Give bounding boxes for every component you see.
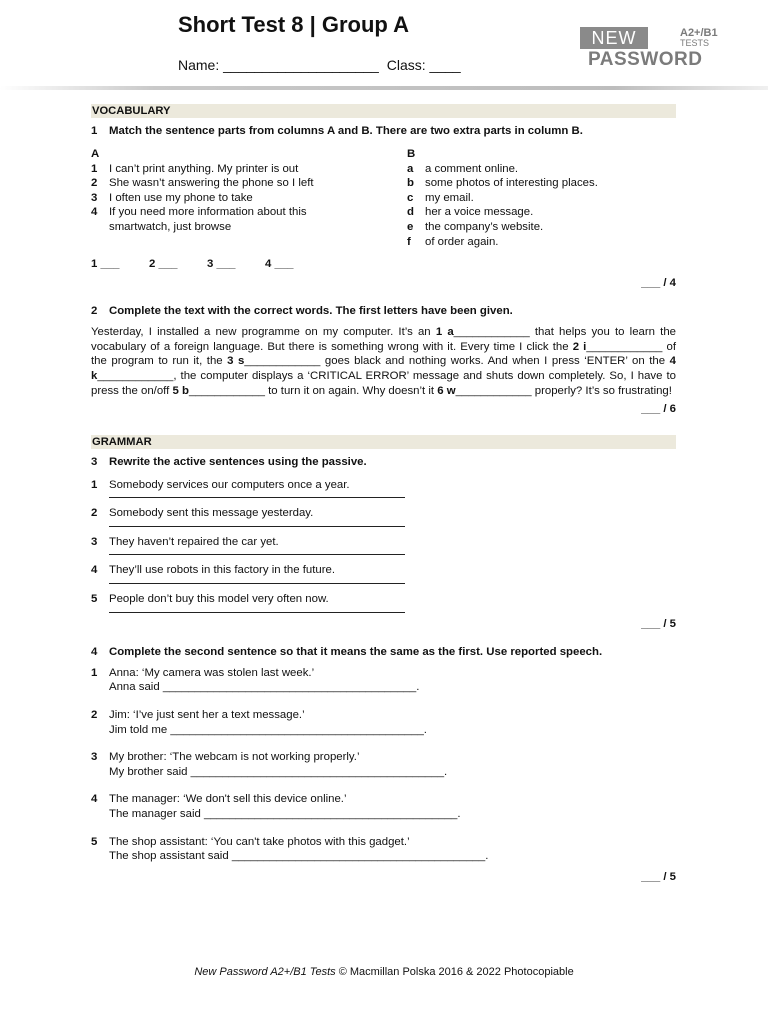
list-item: 5 The shop assistant: ‘You can't take photos with this gadget.’ The shop assistant said ________________________________________.	[91, 835, 489, 863]
list-item: d her a voice message.	[407, 206, 534, 219]
list-item: 2 Somebody sent this message yesterday.	[91, 506, 676, 527]
list-item: 5 People don’t buy this model very often now.	[91, 592, 676, 613]
logo-new: NEW	[580, 27, 648, 49]
footer-copyright: © Macmillan Polska 2016 & 2022 Photocopiable	[335, 966, 574, 978]
list-item: b some photos of interesting places.	[407, 177, 598, 190]
gap-3[interactable]: 3 s	[227, 355, 245, 368]
answer-blank[interactable]: 2 ___	[149, 258, 178, 271]
name-class-row	[178, 57, 461, 73]
list-item: 1 I can’t print anything. My printer is out	[91, 162, 299, 175]
page-title: Short Test 8 | Group A	[178, 12, 410, 37]
q3-instruction: 3 Rewrite the active sentences using the passive.	[91, 456, 367, 469]
list-item: 4 They’ll use robots in this factory in the future.	[91, 563, 676, 584]
q4-instruction: 4 Complete the second sentence so that it means the same as the first. Use reported speech.	[91, 646, 603, 659]
answer-line[interactable]	[109, 521, 405, 527]
column-a-heading: A	[91, 147, 100, 160]
matching-columns	[91, 147, 676, 250]
gap-4[interactable]: 4 k	[91, 355, 676, 383]
list-item: 4 If you need more information about this smartwatch, just browse	[91, 206, 307, 233]
answer-line[interactable]: Anna said ________________________________________.	[109, 681, 420, 694]
answer-line[interactable]: Jim told me ________________________________________.	[109, 723, 427, 736]
q2-gap-fill-text: Yesterday, I installed a new programme on my computer. It’s an 1 a____________ that helps you to learn the vocabulary of a foreign language. But there is something wrong with it. Every time I click the 2 i____________ of the program to run it, the 3 s____________ goes black and nothing works. And when I press ‘ENTER’ on the 4 k____________, the computer displays a ‘CRITICAL ERROR’ message and shuts down completely. So, I have to press the on/off 5 b____________ to turn it on again. Why doesn’t it 6 w____________ properly? It’s so frustrating!	[91, 325, 677, 397]
answer-line[interactable]	[109, 578, 405, 584]
vocabulary-heading: VOCABULARY	[91, 104, 676, 118]
column-b	[407, 147, 598, 250]
answer-line[interactable]	[109, 492, 405, 498]
logo-level	[680, 28, 718, 48]
gap-5[interactable]: 5 b	[172, 384, 189, 397]
list-item: 1 Somebody services our computers once a year.	[91, 478, 676, 499]
answer-line[interactable]	[109, 607, 405, 613]
column-a	[91, 147, 407, 250]
q2-instruction: 2 Complete the text with the correct words. The first letters have been given.	[91, 305, 513, 318]
page-footer	[0, 966, 768, 978]
logo-tests-text: TESTS	[680, 38, 710, 48]
answer-blank[interactable]: 3 ___	[207, 258, 236, 271]
logo-password: PASSWORD	[588, 49, 703, 70]
list-item: 2 Jim: ‘I’ve just sent her a text message.’ Jim told me ________________________________________.	[91, 708, 427, 736]
class-label: Class: ____	[386, 57, 461, 73]
list-item: 3 They haven’t repaired the car yet.	[91, 535, 676, 556]
q4-score[interactable]: ___ / 5	[641, 870, 676, 883]
answer-line[interactable]: The shop assistant said ________________________________________.	[109, 850, 489, 863]
answer-blank[interactable]: 1 ___	[91, 258, 120, 271]
list-item: c my email.	[407, 191, 474, 204]
footer-title: New Password A2+/B1 Tests	[194, 966, 336, 978]
gap-1[interactable]: 1 a	[435, 325, 454, 338]
list-item: 4 The manager: ‘We don't sell this device online.’ The manager said ________________________________________.	[91, 793, 461, 820]
list-item: a a comment online.	[407, 162, 519, 175]
answer-line[interactable]	[109, 549, 405, 555]
list-item: 3 My brother: ‘The webcam is not working properly.’ My brother said ________________________________________.	[91, 751, 448, 778]
q3-score[interactable]: ___ / 5	[641, 617, 676, 630]
header-divider	[0, 86, 768, 90]
gap-2[interactable]: 2 i	[572, 340, 587, 353]
answer-line[interactable]: My brother said ________________________________________.	[109, 765, 448, 778]
name-label: Name: ____________________	[178, 57, 379, 73]
list-item: 2 She wasn’t answering the phone so I left	[91, 177, 314, 190]
q1-answer-blanks[interactable]	[91, 257, 676, 272]
grammar-heading: GRAMMAR	[91, 435, 676, 449]
answer-blank[interactable]: 4 ___	[265, 258, 294, 271]
list-item: 3 I often use my phone to take	[91, 191, 253, 204]
answer-line[interactable]: The manager said ________________________________________.	[109, 807, 461, 820]
test-content	[91, 104, 676, 884]
list-item: f of order again.	[407, 235, 499, 248]
q1-instruction: 1 Match the sentence parts from columns A and B. There are two extra parts in column B.	[91, 125, 583, 137]
list-item: 1 Anna: ‘My camera was stolen last week.’ Anna said ________________________________________.	[91, 666, 420, 694]
q2-score[interactable]: ___ / 6	[641, 403, 676, 416]
logo-level-text: A2+/B1	[680, 27, 718, 39]
q1-score[interactable]: ___ / 4	[641, 276, 676, 289]
column-b-heading: B	[407, 147, 416, 160]
list-item: e the company’s website.	[407, 220, 544, 233]
gap-6[interactable]: 6 w	[437, 384, 456, 397]
